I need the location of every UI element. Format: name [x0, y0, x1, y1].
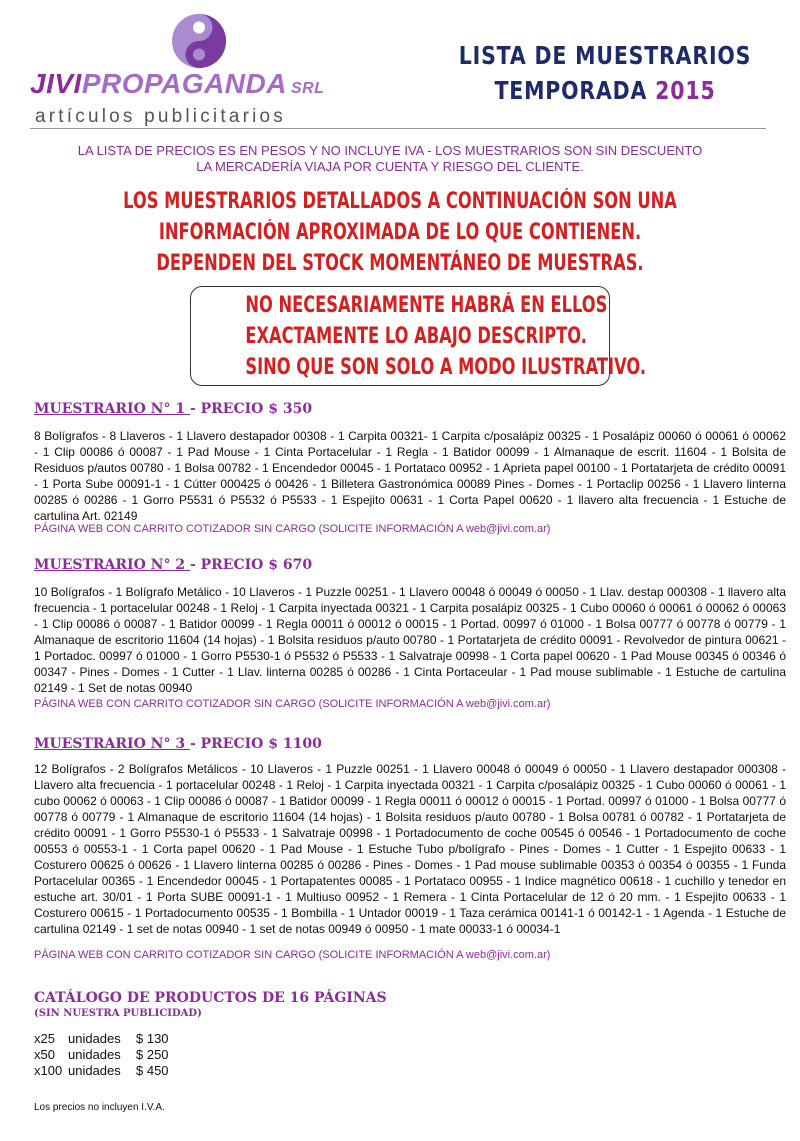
- muestrario-1-contents: 8 Bolígrafos - 8 Llaveros - 1 Llavero destapador 00308 - 1 Carpita 00321- 1 Carpita c/posalápiz 00325 - 1 Posalápiz 00060 ó 00061 ó 00062 - 1 Clip 00086 ó 00087 - 1 Pad Mouse - 1 Cinta Portacelular - 1 Regla - 1 Batidor 00099 - 1 Almanaque de escrit. 11604 - 1 Bolsita de Residuos p/autos 00780 - 1 Bolsa 00782 - 1 Encendedor 00045 - 1 Portataco 00952 - 1 Aprieta papel 00100 - 1 Portatarjeta de crédito 00091 - 1 Porta Sube 00091-1 - 1 Cútter 000425 ó 00426 - 1 Billetera Gastronómica 00089 Pines - Domes - 1 Portaclip 00256 - 1 Llavero linterna 00285 ó 00286 - 1 Gorro P5531 ó P5532 ó P5533 - 1 Espejito 00631 - 1 Corta Papel 00620 - 1 llavero alta frecuencia - 1 Estuche de cartulina Art. 02149: [34, 429, 786, 523]
- brand-main: JIVI: [30, 68, 82, 99]
- illustrative-note-box: [190, 286, 647, 386]
- logo-swirl-icon: [168, 12, 230, 70]
- price-row-price: $ 450: [136, 1063, 169, 1078]
- price-row-unit: unidades: [68, 1063, 121, 1078]
- catalog-subtitle: (SIN NUESTRA PUBLICIDAD): [34, 1008, 202, 1019]
- muestrario-1-price: - PRECIO $ 350: [189, 401, 313, 417]
- title-year: 2015: [655, 76, 716, 105]
- box-line-2: EXACTAMENTE LO ABAJO DESCRIPTO.: [245, 324, 587, 349]
- muestrario-3-name: MUESTRARIO N° 3: [34, 736, 190, 752]
- notice-line-1: LA LISTA DE PRECIOS ES EN PESOS Y NO INCLUYE IVA - LOS MUESTRARIOS SON SIN DESCUENTO: [77, 143, 703, 158]
- price-row-price: $ 130: [136, 1031, 169, 1046]
- warning-line-3: DEPENDEN DEL STOCK MOMENTÁNEO DE MUESTRAS.: [156, 251, 644, 276]
- muestrario-3-price: - PRECIO $ 1100: [189, 736, 322, 752]
- muestrario-1-title: [34, 401, 312, 417]
- muestrario-3-web-note[interactable]: PÁGINA WEB CON CARRITO COTIZADOR SIN CARGO (SOLICITE INFORMACIÓN A web@jivi.com.ar): [34, 949, 551, 961]
- muestrario-3-contents: 12 Bolígrafos - 2 Bolígrafos Metálicos - 10 Llaveros - 1 Puzzle 00251 - 1 Llavero 00048 ó 00049 ó 00050 - 1 Llavero destapador 000308 - Llavero alta frecuencia - 1 portacelular 00248 - 1 Reloj - 1 Carpita inyectada 00321 - 1 Carpita c/posalápiz 00325 - 1 Cubo 00060 ó 00061 - 1 cubo 00062 ó 00063 - 1 Clip 00086 ó 00087 - 1 Batidor 00099 - 1 Regla 00011 ó 00012 ó 00015 - 1 Portad. 00997 ó 01000 - 1 Bolsa 00777 ó 00778 ó 00779 - 1 Almanaque de escritorio 11604 (14 hojas) - 1 Bolsita residuos p/auto 00780 - 1 Bolsa 00781 ó 00782 - 1 Portatarjeta de crédito 00091 - 1 Gorro P5530-1 ó P5533 - 1 Salvatraje 00998 - 1 Portadocumento de coche 00545 ó 00546 - 1 Portadocumento de coche 00553 ó 00553-1 - 1 Corta papel 00620 - 1 Pad Mouse - 1 Estuche Tubo p/bolígrafo - Pines - Domes - 1 Cutter - 1 Espejito 00633 - 1 Costurero 00625 ó 00626 - 1 Llavero linterna 00285 ó 00286 - Pines - Domes - 1 Pad mouse sublimable 00353 ó 00354 ó 00355 - 1 Funda Portacelular 00365 - 1 Encendedor 00045 - 1 Portapatentes 00085 - 1 Portataco 00955 - 1 Indice magnético 00618 - 1 cuchillo y tenedor en estuche art. 30/01 - 1 Porta SUBE 00091-1 - 1 Multiuso 00952 - 1 Remera - 1 Cinta Portacelular de 12 ó 20 mm. - 1 Espejito 00633 - 1 Costurero 00615 - 1 Portadocumento 00535 - 1 Bombilla - 1 Untador 00019 - 1 Taza cerámica 00141-1 ó 00142-1 - 1 Agenda - 1 Estuche de cartulina 02149 - 1 set de notas 00940 - 1 set de notas 00949 ó 00950 - 1 mate 00033-1 ó 00034-1: [34, 762, 786, 936]
- brand-tagline: artículos publicitarios: [35, 106, 287, 127]
- muestrario-2-title: [34, 557, 312, 573]
- title-season: TEMPORADA: [494, 76, 648, 105]
- notice-line-2: LA MERCADERÍA VIAJA POR CUENTA Y RIESGO DEL CLIENTE.: [196, 159, 584, 174]
- price-row-qty: x100: [34, 1063, 63, 1078]
- brand-second: PROPAGANDA: [81, 68, 287, 99]
- price-row-qty: x25: [34, 1031, 55, 1046]
- muestrario-2-web-note[interactable]: PÁGINA WEB CON CARRITO COTIZADOR SIN CARGO (SOLICITE INFORMACIÓN A web@jivi.com.ar): [34, 698, 551, 710]
- box-line-3: SINO QUE SON SOLO A MODO ILUSTRATIVO.: [245, 355, 647, 380]
- catalog-title: CATÁLOGO DE PRODUCTOS DE 16 PÁGINAS: [34, 990, 387, 1006]
- price-row-price: $ 250: [136, 1047, 169, 1062]
- muestrario-1-name: MUESTRARIO N° 1: [34, 401, 190, 417]
- price-row-unit: unidades: [68, 1031, 121, 1046]
- warning-line-1: LOS MUESTRARIOS DETALLADOS A CONTINUACIÓN SON UNA: [123, 189, 677, 214]
- muestrario-2-name: MUESTRARIO N° 2: [34, 557, 190, 573]
- company-logo: [30, 12, 370, 132]
- stock-warning: [20, 186, 780, 279]
- price-row-qty: x50: [34, 1047, 55, 1062]
- muestrario-2-contents: 10 Bolígrafos - 1 Bolígrafo Metálico - 10 Llaveros - 1 Puzzle 00251 - 1 Llavero 00048 ó 00049 ó 00050 - 1 Llav. destap 000308 - 1 llavero alta frecuencia - 1 portacelular 00248 - 1 Reloj - 1 Carpita inyectada 00321 - 1 Carpita posalápiz 00325 - 1 Cubo 00060 ó 00061 ó 00062 ó 00063 - 1 Clip 00086 ó 00087 - 1 Batidor 00099 - 1 Regla 00011 ó 00012 ó 00015 - 1 Portad. 00997 ó 01000 - 1 Bolsa 00777 ó 00778 ó 00779 - 1 Almanaque de escritorio 11604 (14 hojas) - 1 Bolsita residuos p/auto 00780 - 1 Portatarjeta de crédito 00091 - Revolvedor de pintura 00621 - 1 Portadoc. 00997 ó 01000 - 1 Gorro P5530-1 ó P5532 ó P5533 - 1 Salvatraje 00998 - 1 Corta papel 00620 - 1 Pad Mouse 00345 ó 00346 ó 00347 - Pines - Domes - 1 Cutter - 1 Llav. linterna 00285 ó 00286 - 1 Cinta Portaceular - 1 Pad mouse sublimable - 1 Estuche de cartulina 02149 - 1 Set de notas 00940: [34, 585, 786, 695]
- muestrario-3-title: [34, 736, 322, 752]
- catalog-price-list: [34, 1031, 169, 1079]
- header-divider: [30, 128, 766, 129]
- page-title: [453, 38, 756, 108]
- title-line-1: LISTA DE MUESTRARIOS: [458, 41, 752, 70]
- price-notice: [20, 143, 760, 175]
- brand-name: [30, 68, 324, 100]
- muestrario-2-price: - PRECIO $ 670: [189, 557, 313, 573]
- box-line-1: NO NECESARIAMENTE HABRÁ EN ELLOS: [245, 293, 608, 318]
- price-row: [34, 1063, 169, 1079]
- footer-note: Los precios no incluyen I.V.A.: [34, 1102, 165, 1113]
- price-row: [34, 1031, 169, 1047]
- price-row-unit: unidades: [68, 1047, 121, 1062]
- price-row: [34, 1047, 169, 1063]
- brand-suffix: SRL: [290, 80, 325, 97]
- warning-line-2: INFORMACIÓN APROXIMADA DE LO QUE CONTIENEN.: [158, 220, 642, 245]
- title-line-2: [453, 73, 756, 108]
- muestrario-1-web-note[interactable]: PÁGINA WEB CON CARRITO COTIZADOR SIN CARGO (SOLICITE INFORMACIÓN A web@jivi.com.ar): [34, 523, 551, 535]
